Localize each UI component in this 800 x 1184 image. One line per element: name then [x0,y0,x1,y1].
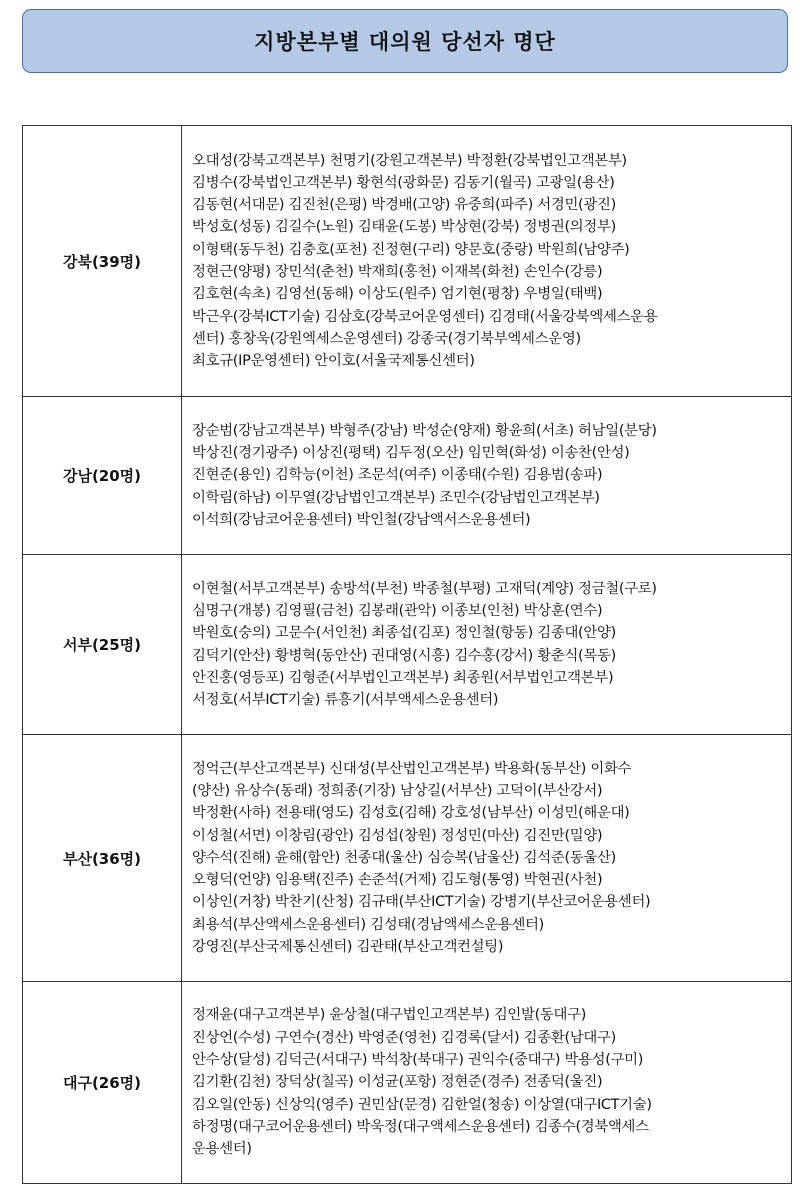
region-cell: 서부(25명) [23,555,182,735]
table-row [23,555,792,735]
table-row [23,397,792,555]
table-row [23,982,792,1184]
table-row [23,126,792,397]
page-title-text: 지방본부별 대의원 당선자 명단 [254,30,556,54]
names-cell: 정억근(부산고객본부) 신대성(부산법인고객본부) 박용화(동부산) 이화수 (양산) 유상수(동래) 정희종(기장) 남상길(서부산) 고덕이(부산강서) 박정환(사하) 전용태(영도) 김성호(김해) 강호성(남부산) 이성민(해운대) 이성철(서면) 이창림(광안) 김성섭(창원) 정성민(마산) 김진만(밀양) 양수석(진해) 윤해(함안) 천종대(울산) 심승복(남울산) 김석준(동울산) 오형덕(언양) 임용택(진주) 손준석(거제) 김도형(통영) 박현권(사천) 이상인(거창) 박찬기(산청) 김규태(부산ICT기술) 강병기(부산코어운용센터) 최용석(부산액세스운용센터) 김성태(경남액세스운용센터) 강영진(부산국제통신센터) 김관태(부산고객컨설팅) [182,735,792,982]
names-cell: 장순범(강남고객본부) 박형주(강남) 박성순(양재) 황윤희(서초) 허남일(분당) 박상진(경기광주) 이상진(평택) 김두정(오산) 임민혁(화성) 이송찬(안성) 진현준(용인) 김학능(이천) 조문석(여주) 이종태(수원) 김용범(송파) 이학림(하남) 이무열(강남법인고객본부) 조민수(강남법인고객본부) 이석희(강남코어운용센터) 박인철(강남액서스운용센터) [182,397,792,555]
region-cell: 대구(26명) [23,982,182,1184]
region-cell: 강남(20명) [23,397,182,555]
table-row [23,735,792,982]
region-cell: 강북(39명) [23,126,182,397]
delegates-table [22,125,792,1184]
names-cell: 정재윤(대구고객본부) 윤상철(대구법인고객본부) 김인발(동대구) 진상언(수성) 구연수(경산) 박영준(영천) 김경록(달서) 김종환(남대구) 안수상(달성) 김덕근(서대구) 박석창(북대구) 권익수(중대구) 박용성(구미) 김기환(김천) 장덕상(칠곡) 이성균(포항) 정현준(경주) 전종덕(울진) 김오일(안동) 신상익(영주) 권민삼(문경) 김한얼(청송) 이상열(대구ICT기술) 하정명(대구코어운용센터) 박욱정(대구액세스운용센터) 김종수(경북액세스 운용센터) [182,982,792,1184]
names-cell: 오대성(강북고객본부) 천명기(강원고객본부) 박정환(강북법인고객본부) 김병수(강북법인고객본부) 황현석(광화문) 김동기(월곡) 고광일(용산) 김동현(서대문) 김진천(은평) 박경배(고양) 유중희(파주) 서경민(광진) 박성호(성동) 김길수(노원) 김태윤(도봉) 박상현(강북) 정병권(의정부) 이형택(동두천) 김충호(포천) 진정현(구리) 양문호(중랑) 박원희(남양주) 정현근(양평) 장민석(춘천) 박재희(홍천) 이재복(화천) 손인수(강릉) 김호현(속초) 김영선(동해) 이상도(원주) 엄기현(평창) 우병일(태백) 박근우(강북ICT기술) 김삼호(강북코어운영센터) 김경태(서울강북엑세스운용 센터) 홍창욱(강원엑세스운영센터) 강종국(경기북부엑세스운영) 최호규(IP운영센터) 안이호(서울국제통신센터) [182,126,792,397]
region-cell: 부산(36명) [23,735,182,982]
page-title [22,9,788,73]
names-cell: 이현철(서부고객본부) 송방석(부천) 박종철(부평) 고재덕(계양) 정금철(구로) 심명구(개봉) 김영필(금천) 김봉래(관악) 이종보(인천) 박상훈(연수) 박원호(숭의) 고문수(서인천) 최종섭(김포) 정인철(항동) 김종대(안양) 김덕기(안산) 황병혁(동안산) 권대영(시흥) 김수홍(강서) 황춘식(목동) 안진홍(영등포) 김형준(서부법인고객본부) 최종원(서부법인고객본부) 서정호(서부ICT기술) 류흥기(서부액세스운용센터) [182,555,792,735]
